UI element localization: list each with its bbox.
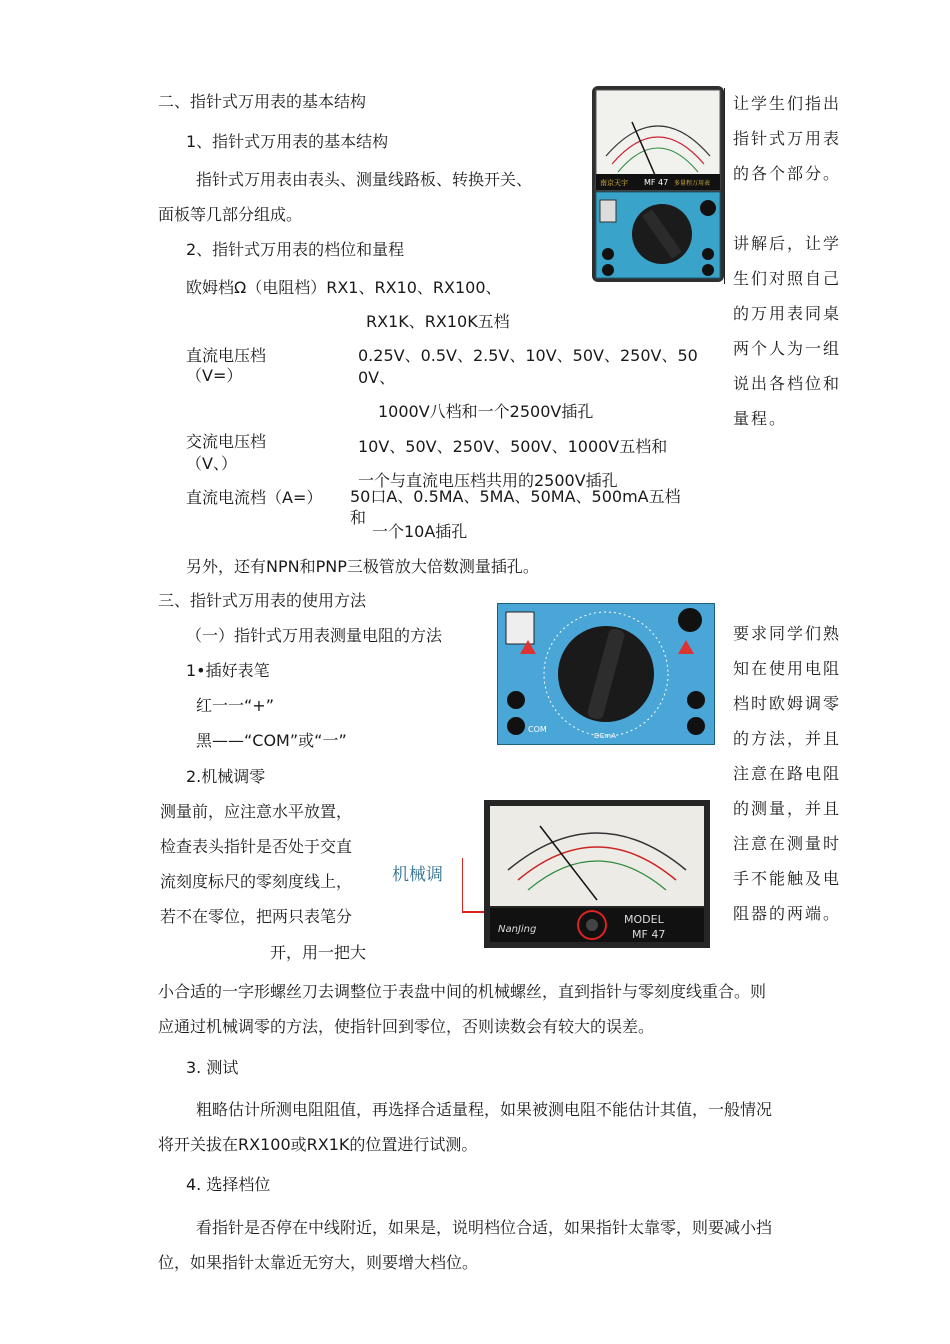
- zero-paragraph: [160, 794, 352, 934]
- dial-com-text: COM: [528, 725, 547, 734]
- meter-badge-text: 多量程万用表: [674, 180, 711, 187]
- side-note-line: 让学生们指出: [733, 94, 842, 113]
- closeup-model-text: MODEL: [624, 913, 664, 926]
- side-note-line: 量程。: [733, 409, 788, 428]
- dca-values-3: 一个10A插孔: [372, 522, 468, 541]
- ohm-range-cont: RX1K、RX10K五档: [366, 312, 510, 331]
- step4-title: 4. 选择档位: [186, 1175, 271, 1194]
- item2-title: 2、指针式万用表的档位和量程: [186, 240, 405, 259]
- closeup-mf-text: MF 47: [632, 928, 666, 941]
- side-note-line: 说出各档位和: [733, 374, 842, 393]
- closeup-brand-text: NanJing: [498, 924, 537, 935]
- side-note-line: 讲解后，让学: [733, 234, 842, 253]
- red-probe: 红一一“+”: [196, 696, 274, 715]
- side-note-line: 阻器的两端。: [733, 904, 842, 923]
- side-note-line: 手不能触及电: [733, 869, 842, 888]
- dcv-values-2: 0V、: [358, 368, 396, 387]
- step2-title: 2.机械调零: [186, 767, 266, 786]
- item1-title: 1、指针式万用表的基本结构: [186, 132, 389, 151]
- zero-line: 测量前，应注意水平放置，: [160, 802, 353, 821]
- dial-range-text: DCmA: [594, 732, 616, 740]
- acv-values-2: 一个与直流电压档共用的2500V插孔: [358, 471, 618, 490]
- step3-title: 3. 测试: [186, 1058, 239, 1077]
- item1-paragraph-line1: 指针式万用表由表头、测量线路板、转换开关、: [196, 170, 533, 189]
- side-note-line: 的方法，并且: [733, 729, 842, 748]
- callout-bracket: [462, 858, 463, 912]
- test-line-2: 将开关拔在RX100或RX1K的位置进行试测。: [158, 1135, 478, 1154]
- zero-continued-1: 小合适的一字形螺丝刀去调整位于表盘中间的机械螺丝，直到指针与零刻度线重合。则: [158, 982, 767, 1001]
- section2-heading: 二、指针式万用表的基本结构: [158, 92, 367, 111]
- acv-values: 10V、50V、250V、500V、1000V五档和: [358, 437, 668, 456]
- zero-line: 若不在零位，把两只表笔分: [160, 907, 353, 926]
- side-note-1: [733, 86, 855, 436]
- dcv-values: 0.25V、0.5V、2.5V、10V、50V、250V、50: [358, 346, 698, 365]
- method-subtitle: （一）指针式万用表测量电阻的方法: [186, 626, 443, 645]
- dial-panel-photo: [497, 603, 715, 745]
- side-note-line: 的测量，并且: [733, 799, 842, 818]
- dca-values-2: 和: [350, 508, 367, 527]
- side-note-line: 生们对照自己: [733, 269, 842, 288]
- acv-sub: （V、）: [186, 454, 237, 473]
- zero-line-5: 开，用一把大: [270, 943, 367, 962]
- side-note-line: 的各个部分。: [733, 164, 842, 183]
- select-line-1: 看指针是否停在中线附近，如果是，说明档位合适，如果指针太靠零，则要减小挡: [196, 1218, 773, 1237]
- test-line-1: 粗略估计所测电阻阻值，再选择合适量程，如果被测电阻不能估计其值，一般情况: [196, 1100, 773, 1119]
- callout-label: 机械调: [392, 865, 443, 885]
- side-note-line: 注意在测量时: [733, 834, 842, 853]
- select-line-2: 位，如果指针太靠近无穷大，则要增大档位。: [158, 1253, 479, 1272]
- black-probe: 黑——“COM”或“一”: [196, 731, 347, 750]
- dcv-sub: （V=）: [186, 366, 243, 385]
- side-divider: [724, 88, 725, 284]
- zero-line: 检查表头指针是否处于交直: [160, 837, 353, 856]
- dcv-label: 直流电压档: [186, 346, 267, 365]
- zero-continued-2: 应通过机械调零的方法，使指针回到零位，否则读数会有较大的误差。: [158, 1017, 655, 1036]
- meter-face-photo: [484, 800, 710, 948]
- dcv-values-3: 1000V八档和一个2500V插孔: [378, 402, 594, 421]
- step1-title: 1•插好表笔: [186, 661, 270, 680]
- side-note-line: 注意在路电阻: [733, 764, 842, 783]
- acv-label: 交流电压档: [186, 432, 267, 451]
- zero-line: 流刻度标尺的零刻度线上，: [160, 872, 353, 891]
- extra-note: 另外，还有NPN和PNP三极管放大倍数测量插孔。: [186, 557, 539, 576]
- dca-label: 直流电流档（A=）: [186, 488, 323, 507]
- side-note-line: 知在使用电阻: [733, 659, 842, 678]
- side-note-2: [733, 616, 855, 931]
- meter-brand-text: 南京天宇: [600, 179, 628, 187]
- ohm-range: 欧姆档Ω（电阻档）RX1、RX10、RX100、: [186, 278, 502, 297]
- side-note-line: 的万用表同桌: [733, 304, 842, 323]
- dca-values: 50口A、0.5MA、5MA、50MA、500mA五档: [350, 487, 681, 506]
- multimeter-photo: [592, 86, 724, 282]
- side-note-line: 两个人为一组: [733, 339, 842, 358]
- side-note-line: 档时欧姆调零: [733, 694, 842, 713]
- item1-paragraph-line2: 面板等几部分组成。: [158, 205, 303, 224]
- side-note-line: 指针式万用表: [733, 129, 842, 148]
- side-note-line: 要求同学们熟: [733, 624, 842, 643]
- meter-model-text: MF 47: [644, 178, 669, 187]
- section3-heading: 三、指针式万用表的使用方法: [158, 591, 367, 610]
